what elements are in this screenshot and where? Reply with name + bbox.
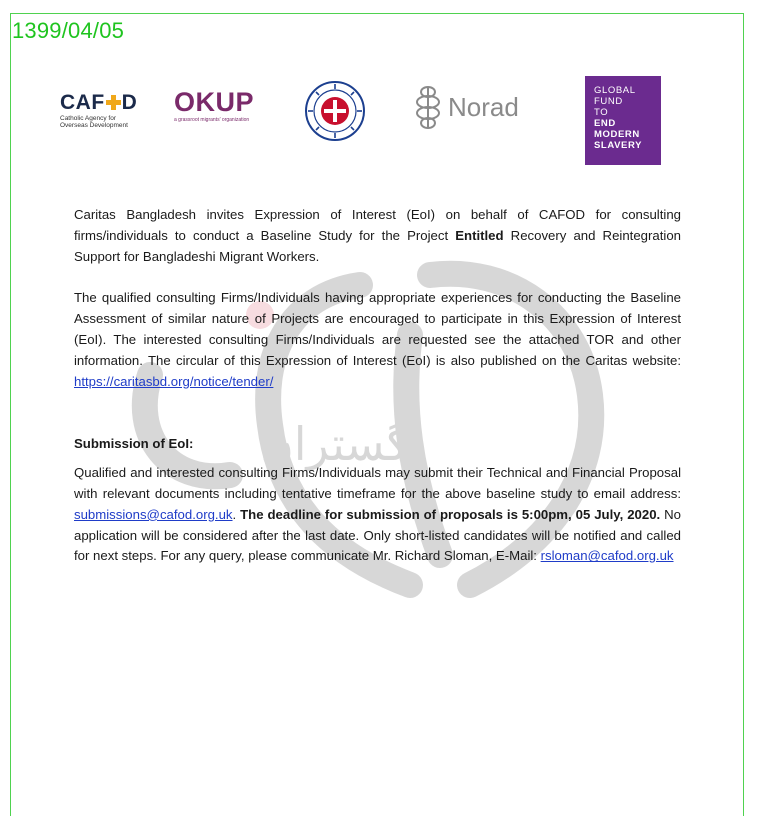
heading-text: Submission of EoI:	[74, 436, 194, 452]
cross-icon	[106, 95, 121, 110]
submission-heading	[74, 434, 681, 455]
watermark-text: گستران	[260, 417, 409, 471]
caritas-tender-link[interactable]: https://caritasbd.org/notice/tender/	[74, 373, 274, 389]
paragraph-text: Caritas Bangladesh invites Expression of Interest (EoI) on behalf of CAFOD for consulting firms/individuals to conduct a Baseline Study for the Project	[74, 207, 681, 243]
paragraph-text: Recovery and Reintegration Support for Bangladeshi Migrant Workers.	[74, 227, 681, 264]
gfems-line: GLOBAL	[594, 85, 636, 96]
date-stamp: 1399/04/05	[12, 18, 125, 43]
submission-email-link[interactable]: submissions@cafod.org.uk	[74, 506, 233, 522]
cafod-logo	[60, 92, 160, 129]
deadline-text: The deadline for submission of proposals is 5:00pm, 05 July, 2020.	[240, 506, 661, 522]
cafod-name-right: D	[121, 91, 138, 114]
paragraph-submission	[74, 463, 681, 567]
bold-text: Entitled	[455, 227, 504, 243]
gfems-line: SLAVERY	[594, 140, 643, 151]
paragraph-text: Qualified and interested consulting Firms/Individuals may submit their Technical and Financial Proposal with relevant documents including tentative timeframe for the above baseline study to email address:	[74, 465, 681, 501]
document-body	[74, 205, 681, 567]
gfems-line: MODERN	[594, 129, 640, 140]
norad-emblem-icon	[414, 85, 442, 129]
contact-email-link[interactable]: rsloman@cafod.org.uk	[540, 548, 674, 564]
paragraph-qualification	[74, 288, 681, 392]
gfems-logo	[585, 76, 661, 165]
paragraph-invitation	[74, 205, 681, 267]
okup-name: OKUP	[174, 87, 255, 117]
okup-logo	[174, 88, 254, 123]
caritas-seal-icon	[304, 80, 366, 142]
cafod-name-left: CAF	[60, 91, 105, 114]
paragraph-text: No application will be considered after the last date. Only short-listed candidates will be notified and called for next steps. For any query, please communicate Mr. Richard Sloman, E-Mail:	[74, 506, 681, 564]
gfems-line: END	[594, 118, 616, 129]
norad-name: Norad	[448, 91, 519, 122]
paragraph-text: .	[232, 506, 241, 522]
caritas-logo	[304, 80, 366, 142]
cafod-tagline: Catholic Agency for Overseas Development	[60, 115, 128, 129]
paragraph-text: The qualified consulting Firms/Individuals having appropriate experiences for conducting the Baseline Assessment of similar nature of Projects are encouraged to participate in this Expression of Interest (EoI). The interested consulting Firms/Individuals are requested see the attached TOR and other information. The circular of this Expression of Interest (EoI) is also published on the Caritas website:	[74, 290, 681, 368]
okup-tagline: a grassroot migrants' organization	[174, 117, 250, 123]
norad-logo	[414, 85, 519, 129]
gfems-line: TO	[594, 107, 609, 118]
gfems-line: FUND	[594, 96, 623, 107]
